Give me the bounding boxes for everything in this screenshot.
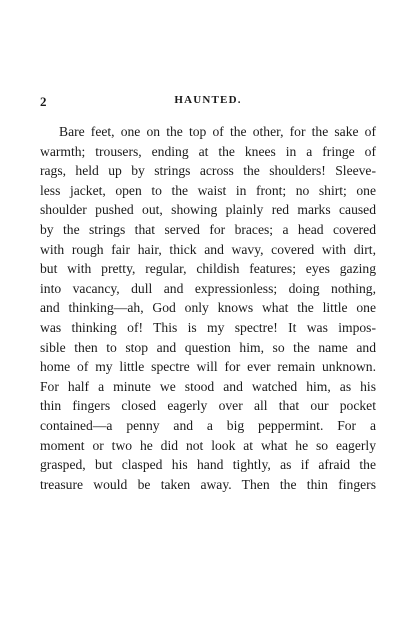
text-line: thin fingers closed eagerly over all that our pocket (40, 398, 376, 414)
text-line: home of my little spectre will for ever remain unknown. (40, 359, 376, 375)
text-line: Bare feet, one on the top of the other, for the sake of (59, 124, 376, 139)
text-line: rags, held up by strings across the shoulders! Sleeve- (40, 163, 376, 179)
running-head (40, 94, 376, 110)
text-line: treasure would be taken away. Then the thin fingers (40, 476, 376, 492)
text-line: into vacancy, dull and expressionless; doing nothing, (40, 280, 376, 296)
text-line: by the strings that served for braces; a head covered (40, 221, 376, 237)
page-number: 2 (40, 94, 47, 109)
text-line: moment or two he did not look at what he so eagerly (40, 437, 376, 453)
text-line: grasped, but clasped his hand tightly, as if afraid the (40, 457, 376, 473)
text-line: sible then to stop and question him, so the name and (40, 339, 376, 355)
text-line: warmth; trousers, ending at the knees in a fringe of (40, 143, 376, 159)
text-line: For half a minute we stood and watched him, as his (40, 378, 376, 394)
text-line: with rough fair hair, thick and wavy, covered with dirt, (40, 241, 376, 257)
running-title: HAUNTED. (174, 94, 242, 106)
body-paragraph (40, 122, 376, 494)
text-line: was thinking of! This is my spectre! It was impos- (40, 319, 376, 335)
text-line: but with pretty, regular, childish features; eyes gazing (40, 261, 376, 277)
text-line: shoulder pushed out, showing plainly red marks caused (40, 202, 376, 218)
text-line: contained—a penny and a big peppermint. For a (40, 417, 376, 433)
text-line: and thinking—ah, God only knows what the little one (40, 300, 376, 316)
text-line: less jacket, open to the waist in front; no shirt; one (40, 182, 376, 198)
